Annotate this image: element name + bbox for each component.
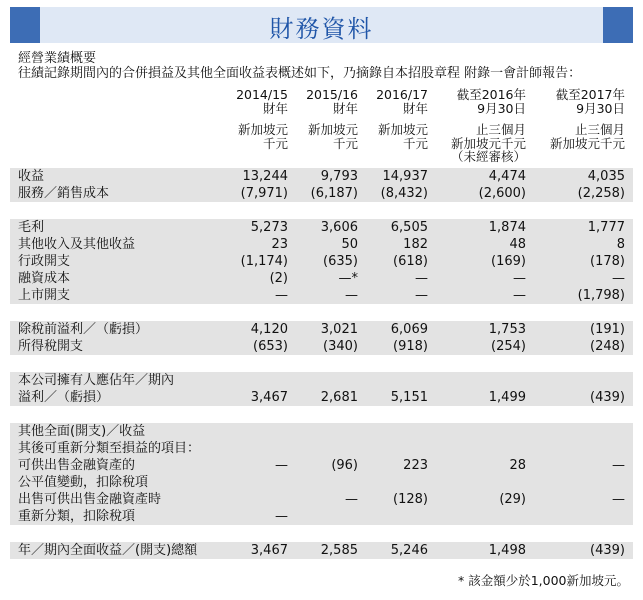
cell-value: 6,505 (390, 220, 428, 235)
cell-value: 1,777 (587, 220, 625, 235)
header-unit-line: 新加坡元 (377, 122, 428, 137)
table-row (10, 423, 633, 440)
title-banner (10, 7, 633, 43)
header-unit-line: 止三個月 (475, 122, 526, 137)
table-row (10, 287, 633, 304)
cell-value: (635) (323, 254, 358, 269)
cell-value: 48 (509, 237, 526, 252)
cell-value: 3,467 (250, 390, 288, 405)
cell-value: (191) (590, 322, 625, 337)
cell-value: (1,174) (240, 254, 288, 269)
row-label: 服務／銷售成本 (18, 186, 110, 201)
row-label: 毛利 (18, 220, 45, 235)
cell-value: — (415, 288, 428, 303)
cell-value: 4,474 (488, 169, 526, 184)
cell-value: — (275, 458, 288, 473)
row-label: 其他全面(開支)／收益 (18, 424, 146, 439)
cell-value: 2,681 (320, 390, 358, 405)
row-label: 重新分類，扣除稅項 (18, 509, 136, 524)
column-header-5 (550, 88, 625, 150)
cell-value: —* (338, 271, 358, 286)
header-unit-line: 新加坡元千元 (450, 135, 526, 151)
row-label: 其後可重新分類至損益的項目： (18, 441, 201, 456)
header-unit-line: 止三個月 (574, 122, 625, 137)
cell-value: (2,258) (577, 186, 625, 201)
table-row (10, 185, 633, 202)
header-unit-line: 新加坡元 (237, 122, 288, 137)
spacer-row (10, 406, 633, 423)
row-label: 溢利／（虧損） (18, 390, 110, 405)
cell-value: (254) (491, 339, 526, 354)
cell-value: (7,971) (240, 186, 288, 201)
page-title: 財務資料 (269, 15, 374, 43)
row-label: 所得稅開支 (18, 339, 84, 354)
spacer-row (10, 355, 633, 372)
cell-value: 1,498 (488, 543, 526, 558)
row-label: 融資成本 (18, 271, 71, 286)
cell-value: 1,499 (488, 390, 526, 405)
row-label: 行政開支 (18, 254, 71, 269)
row-label: 本公司擁有人應佔年／期內 (18, 373, 175, 388)
cell-value: (248) (590, 339, 625, 354)
header-unit-line: 新加坡元千元 (549, 135, 625, 151)
table-row (10, 542, 633, 559)
table-row (10, 372, 633, 389)
column-header-1 (236, 88, 288, 150)
header-period-line: 財年 (332, 100, 358, 116)
cell-value: (439) (590, 390, 625, 405)
row-label: 年／期內全面收益／(開支)總額 (18, 543, 198, 558)
cell-value: (178) (590, 254, 625, 269)
cell-value: 28 (509, 458, 526, 473)
spacer-row (10, 525, 633, 542)
table-row (10, 321, 633, 338)
cell-value: 9,793 (320, 169, 358, 184)
header-period-line: 2016/17 (376, 87, 428, 102)
cell-value: 3,606 (320, 220, 358, 235)
table-row (10, 474, 633, 491)
table-row (10, 253, 633, 270)
cell-value: — (415, 271, 428, 286)
header-period-line: 財年 (402, 100, 428, 116)
cell-value: 3,467 (250, 543, 288, 558)
column-header-2 (306, 88, 358, 150)
cell-value: 4,035 (587, 169, 625, 184)
cell-value: (8,432) (380, 186, 428, 201)
table-row (10, 508, 633, 525)
cell-value: — (612, 271, 625, 286)
cell-value: — (275, 509, 288, 524)
cell-value: — (345, 492, 358, 507)
row-label: 收益 (18, 169, 45, 184)
intro-text: 往績記錄期間內的合併損益及其他全面收益表概述如下，乃摘錄自本招股章程 附錄一會計師報告： (18, 66, 582, 81)
cell-value: 50 (341, 237, 358, 252)
table-row (10, 440, 633, 457)
header-period-line: 截至2016年 (456, 87, 526, 102)
cell-value: — (612, 492, 625, 507)
header-period-line: 2014/15 (236, 87, 288, 102)
cell-value: 1,874 (488, 220, 526, 235)
footnote: * 該金額少於1,000新加坡元。 (457, 573, 629, 588)
cell-value: (340) (323, 339, 358, 354)
cell-value: 4,120 (250, 322, 288, 337)
cell-value: 23 (271, 237, 288, 252)
header-period-line: 財年 (262, 100, 288, 116)
cell-value: 2,585 (320, 543, 358, 558)
cell-value: (439) (590, 543, 625, 558)
cell-value: (6,187) (310, 186, 358, 201)
cell-value: (169) (491, 254, 526, 269)
cell-value: 182 (403, 237, 428, 252)
table-row (10, 491, 633, 508)
cell-value: 5,273 (250, 220, 288, 235)
table-row (10, 338, 633, 355)
cell-value: (618) (393, 254, 428, 269)
table-row (10, 236, 633, 253)
header-unit-line: 千元 (402, 135, 428, 151)
cell-value: (128) (393, 492, 428, 507)
row-label: 公平值變動，扣除稅項 (18, 475, 149, 490)
cell-value: 5,151 (390, 390, 428, 405)
cell-value: (918) (393, 339, 428, 354)
header-unit-line: 新加坡元 (307, 122, 358, 137)
cell-value: — (275, 288, 288, 303)
cell-value: 13,244 (242, 169, 288, 184)
header-period-line: 9月30日 (477, 100, 526, 116)
table-row (10, 270, 633, 287)
table-row (10, 389, 633, 406)
row-label: 出售可供出售金融資產時 (18, 492, 162, 507)
cell-value: (1,798) (577, 288, 625, 303)
cell-value: 6,069 (390, 322, 428, 337)
spacer-row (10, 304, 633, 321)
header-period-line: 9月30日 (576, 100, 625, 116)
cell-value: (96) (331, 458, 358, 473)
cell-value: 8 (616, 237, 625, 252)
header-period-line: 截至2017年 (555, 87, 625, 102)
table-row (10, 457, 633, 474)
cell-value: (29) (499, 492, 526, 507)
cell-value: 223 (403, 458, 428, 473)
cell-value: 1,753 (488, 322, 526, 337)
cell-value: 3,021 (320, 322, 358, 337)
cell-value: (2,600) (478, 186, 526, 201)
cell-value: — (345, 288, 358, 303)
table-row (10, 219, 633, 236)
cell-value: (653) (253, 339, 288, 354)
cell-value: — (513, 288, 526, 303)
column-header-3 (376, 88, 428, 150)
column-header-4 (451, 88, 526, 164)
cell-value: 14,937 (382, 169, 428, 184)
row-label: 上市開支 (18, 288, 71, 303)
header-unit-line: （未經審核） (450, 149, 526, 164)
row-label: 除稅前溢利／（虧損） (18, 322, 149, 337)
header-period-line: 2015/16 (306, 87, 358, 102)
cell-value: — (612, 458, 625, 473)
cell-value: (2) (269, 271, 288, 286)
row-label: 可供出售金融資產的 (18, 458, 136, 473)
header-unit-line: 千元 (262, 135, 288, 151)
header-unit-line: 千元 (332, 135, 358, 151)
spacer-row (10, 202, 633, 219)
row-label: 其他收入及其他收益 (18, 237, 136, 252)
cell-value: — (513, 271, 526, 286)
table-row (10, 168, 633, 185)
cell-value: 5,246 (390, 543, 428, 558)
section-heading: 經營業績概要 (18, 51, 97, 66)
